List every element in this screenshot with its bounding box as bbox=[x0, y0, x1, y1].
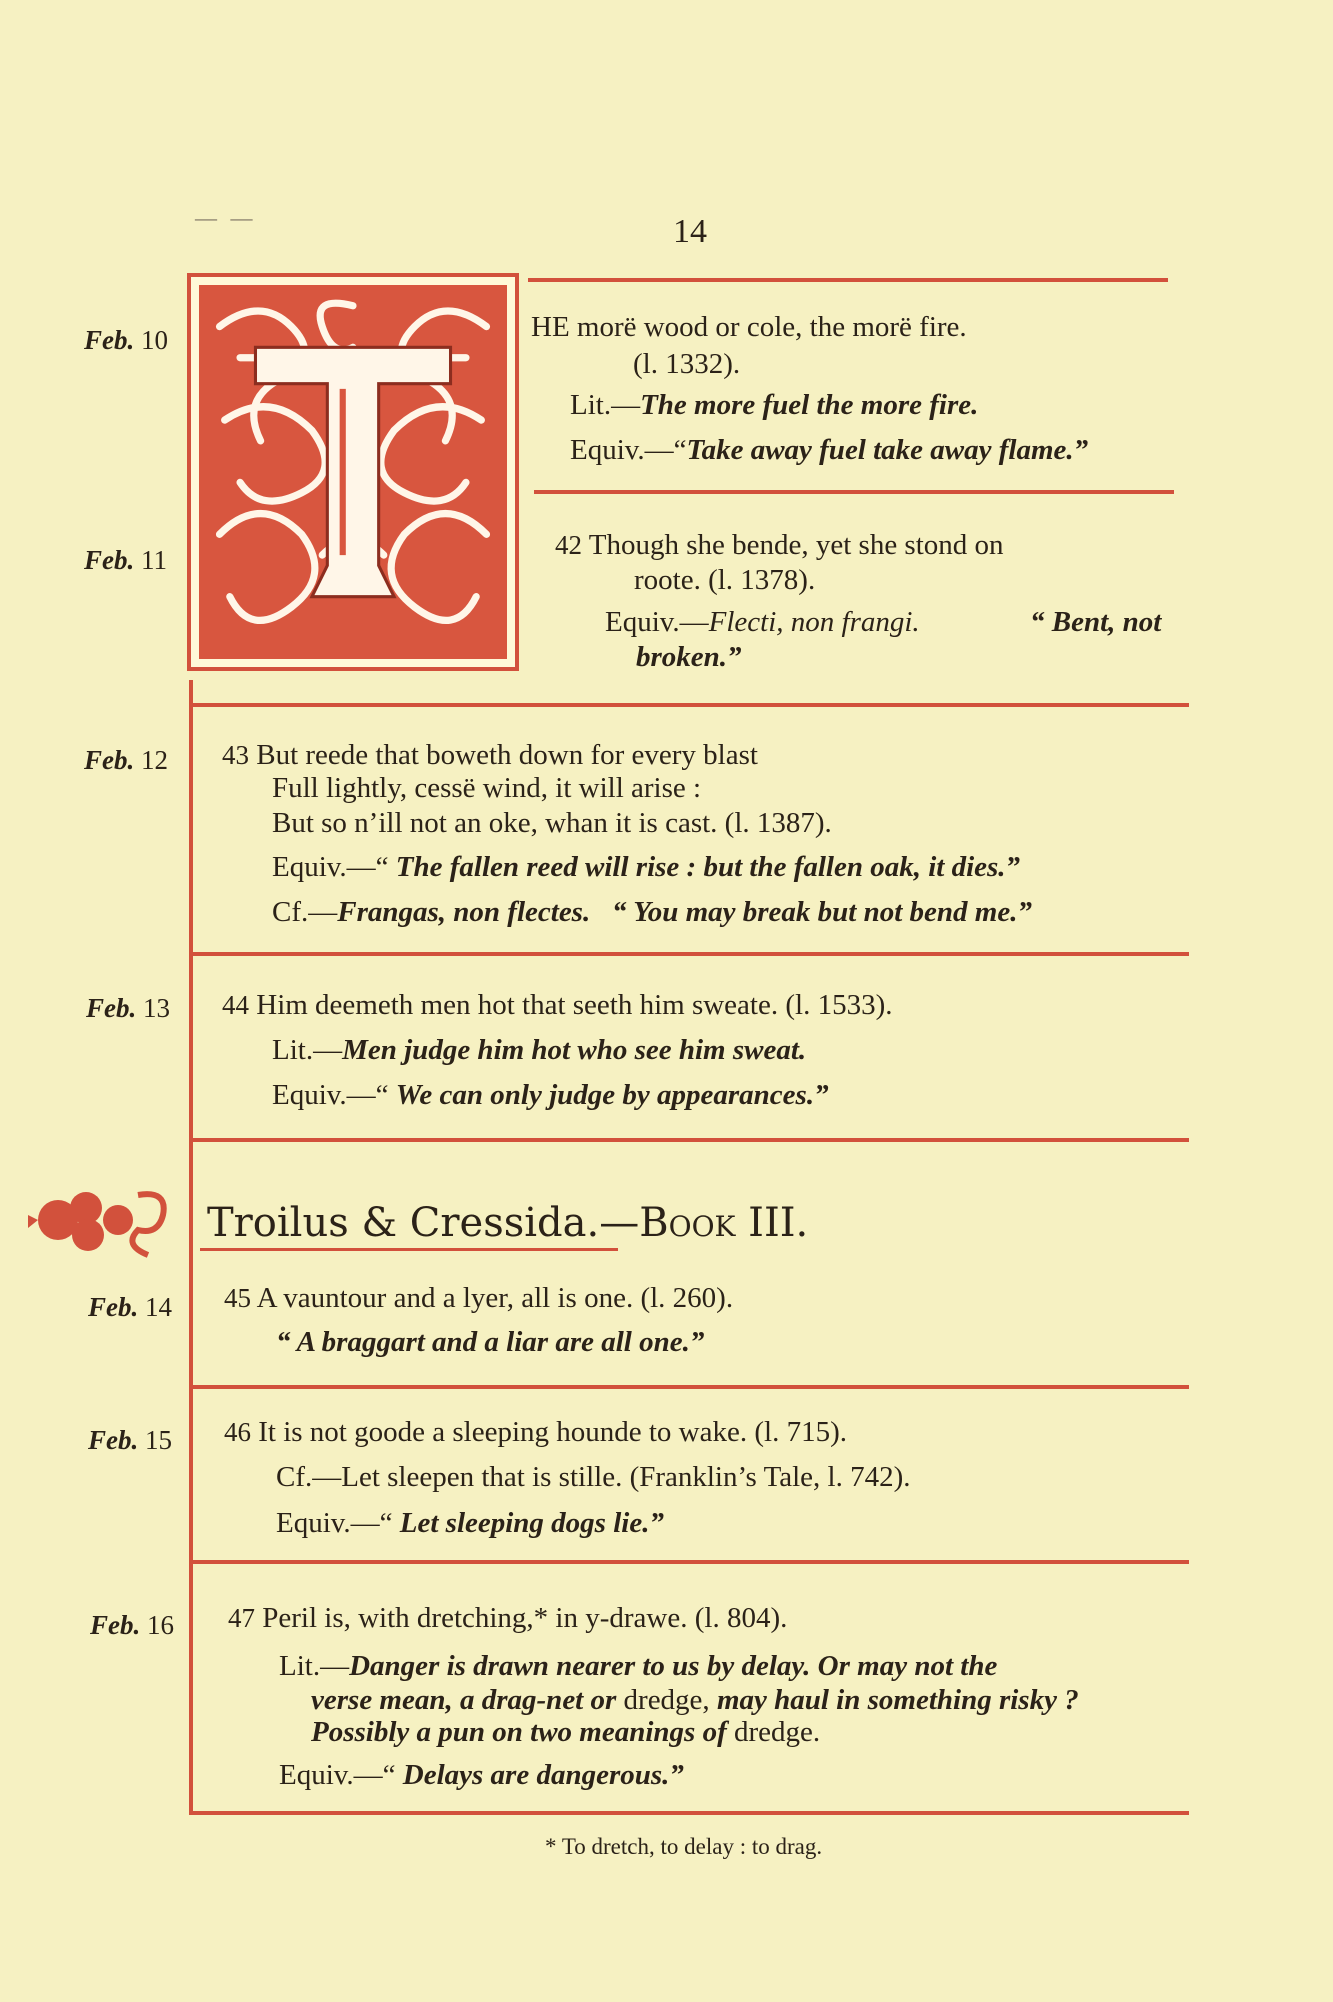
date-feb-15: Feb. 15 bbox=[88, 1425, 172, 1455]
entry-42-equiv: Equiv.—Flecti, non frangi. bbox=[605, 606, 920, 638]
entry-47-equiv: Equiv.—“ Delays are dangerous.” bbox=[279, 1759, 684, 1791]
entry-43-cf: Cf.—Frangas, non flectes. “ You may break but not bend me.” bbox=[272, 896, 1032, 928]
entry-42-line-2: roote. (l. 1378). bbox=[634, 564, 816, 596]
entry-42-broken: broken.” bbox=[636, 641, 742, 673]
footnote: * To dretch, to delay : to drag. bbox=[545, 1834, 823, 1859]
date-feb-11: Feb. 11 bbox=[84, 545, 167, 575]
entry-47-line-1: 47 Peril is, with dretching,* in y-drawe. (l. 804). bbox=[228, 1602, 788, 1634]
date-feb-13: Feb. 13 bbox=[86, 993, 170, 1023]
rule bbox=[534, 490, 1174, 494]
entry-47-lit-1: Lit.—Danger is drawn nearer to us by delay. Or may not the bbox=[279, 1650, 998, 1682]
entry-46-cf: Cf.—Let sleepen that is stille. (Franklin’s Tale, l. 742). bbox=[276, 1461, 911, 1493]
entry-42-line-1: 42 Though she bende, yet she stond on bbox=[555, 529, 1004, 561]
rule bbox=[191, 1811, 1189, 1815]
entry-41-lit: Lit.—The more fuel the more fire. bbox=[570, 389, 979, 421]
entry-47-lit-2: verse mean, a drag-net or dredge, may haul in something risky ? bbox=[311, 1684, 1079, 1716]
heading-underline bbox=[200, 1248, 618, 1251]
entry-45-line-2: “ A braggart and a liar are all one.” bbox=[276, 1326, 705, 1358]
entry-43-line-2: Full lightly, cessë wind, it will arise : bbox=[272, 772, 702, 804]
header-dashes: — — bbox=[195, 205, 257, 230]
entry-43-line-3: But so n’ill not an oke, whan it is cast. (l. 1387). bbox=[272, 807, 832, 839]
date-feb-12: Feb. 12 bbox=[84, 745, 168, 775]
entry-44-equiv: Equiv.—“ We can only judge by appearances.” bbox=[272, 1079, 829, 1111]
date-feb-16: Feb. 16 bbox=[90, 1610, 174, 1640]
entry-46-equiv: Equiv.—“ Let sleeping dogs lie.” bbox=[276, 1507, 664, 1539]
entry-47-lit-3: Possibly a pun on two meanings of dredge. bbox=[311, 1716, 821, 1748]
rule bbox=[191, 952, 1189, 956]
section-heading: Troilus & Cressida.—Book III. bbox=[207, 1200, 809, 1246]
date-feb-14: Feb. 14 bbox=[88, 1292, 172, 1322]
rule bbox=[191, 1138, 1189, 1142]
rule bbox=[191, 703, 1189, 707]
entry-44-line-1: 44 Him deemeth men hot that seeth him sweate. (l. 1533). bbox=[222, 989, 893, 1021]
entry-41-line-2: (l. 1332). bbox=[633, 348, 741, 380]
rule bbox=[191, 1560, 1189, 1564]
entry-43-line-1: 43 But reede that boweth down for every blast bbox=[222, 739, 758, 771]
fleuron-ornament-icon bbox=[28, 1180, 178, 1265]
rule bbox=[191, 1385, 1189, 1389]
entry-44-lit: Lit.—Men judge him hot who see him sweat. bbox=[272, 1034, 807, 1066]
entry-46-line-1: 46 It is not goode a sleeping hounde to wake. (l. 715). bbox=[224, 1416, 847, 1448]
left-vertical-rule bbox=[189, 680, 193, 1815]
entry-45-line-1: 45 A vauntour and a lyer, all is one. (l. 260). bbox=[224, 1282, 734, 1314]
rule bbox=[528, 278, 1168, 282]
entry-43-equiv: Equiv.—“ The fallen reed will rise : but the fallen oak, it dies.” bbox=[272, 851, 1021, 883]
decorated-initial bbox=[187, 273, 519, 671]
knotwork-initial-t-icon bbox=[199, 285, 507, 659]
page-number: 14 bbox=[673, 213, 707, 250]
entry-41-line-1: HE morë wood or cole, the morë fire. bbox=[531, 311, 967, 343]
entry-41-equiv: Equiv.—“Take away fuel take away flame.” bbox=[570, 434, 1089, 466]
entry-42-bent: “ Bent, not bbox=[1030, 606, 1162, 638]
date-feb-10: Feb. 10 bbox=[84, 325, 168, 355]
